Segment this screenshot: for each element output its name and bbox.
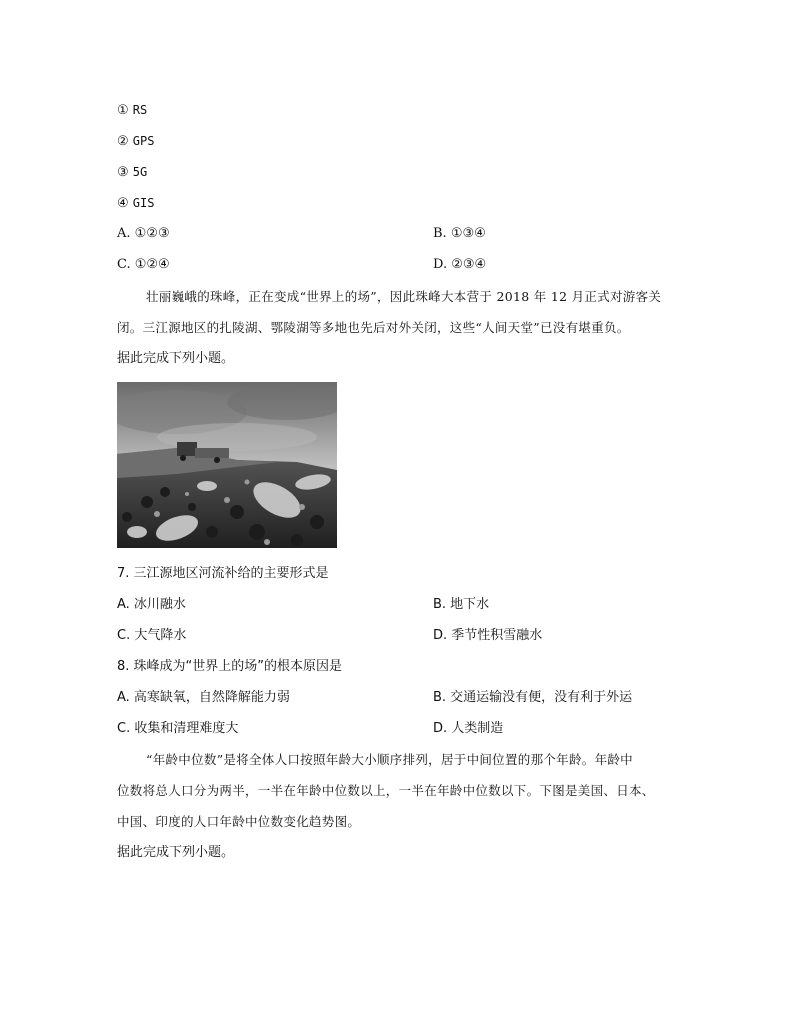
q8-option-a: A. 高寒缺氧，自然降解能力弱 [117, 690, 290, 705]
list-marker: ④ [117, 196, 129, 211]
q6-option-b: B. ①③④ [433, 226, 486, 241]
q7-option-a: A. 冰川融水 [117, 597, 186, 612]
passage1-line2: 闭。三江源地区的扎陵湖、鄂陵湖等多地也先后对外关闭，这些“人间天堂”已没有堪重负。 [117, 320, 630, 335]
list-item-gps [117, 132, 154, 151]
q7-option-c: C. 大气降水 [117, 628, 187, 643]
q8-option-b: B. 交通运输没有便，没有利于外运 [433, 690, 633, 705]
list-marker: ② [117, 134, 129, 149]
q7-option-b: B. 地下水 [433, 597, 490, 612]
list-text: 5G [132, 165, 148, 179]
q8-option-c: C. 收集和清理难度大 [117, 721, 239, 736]
list-item-rs [117, 101, 147, 120]
passage2-line2: 位数将总人口分为两半，一半在年龄中位数以上，一半在年龄中位数以下。下图是美国、日本、 [117, 783, 655, 798]
q8-stem: 8. 珠峰成为“世界上的场”的根本原因是 [117, 659, 343, 674]
passage1-prompt: 据此完成下列小题。 [117, 351, 235, 366]
list-text: GIS [132, 196, 155, 210]
q8-option-d: D. 人类制造 [433, 721, 504, 736]
list-text: GPS [132, 134, 155, 148]
passage2-prompt: 据此完成下列小题。 [117, 845, 235, 860]
q6-option-c: C. ①②④ [117, 257, 170, 272]
q7-stem: 7. 三江源地区河流补给的主要形式是 [117, 566, 329, 581]
list-marker: ③ [117, 165, 129, 180]
passage2-line3: 中国、印度的人口年龄中位数变化趋势图。 [117, 814, 361, 829]
q7-option-d: D. 季节性积雪融水 [433, 628, 543, 643]
passage2-line1: “年龄中位数”是将全体人口按照年龄大小顺序排列，居于中间位置的那个年龄。年龄中 [146, 752, 633, 767]
q6-option-d: D. ②③④ [433, 257, 487, 272]
q6-option-a: A. ①②③ [117, 226, 170, 241]
list-marker: ① [117, 103, 129, 118]
list-item-5g [117, 163, 147, 182]
list-text: RS [132, 103, 148, 117]
list-item-gis [117, 194, 154, 213]
garbage-photo [117, 382, 337, 548]
passage1-line1: 壮丽巍峨的珠峰，正在变成“世界上的场”，因此珠峰大本营于 2018 年 12 月正式对游客关 [146, 289, 662, 304]
